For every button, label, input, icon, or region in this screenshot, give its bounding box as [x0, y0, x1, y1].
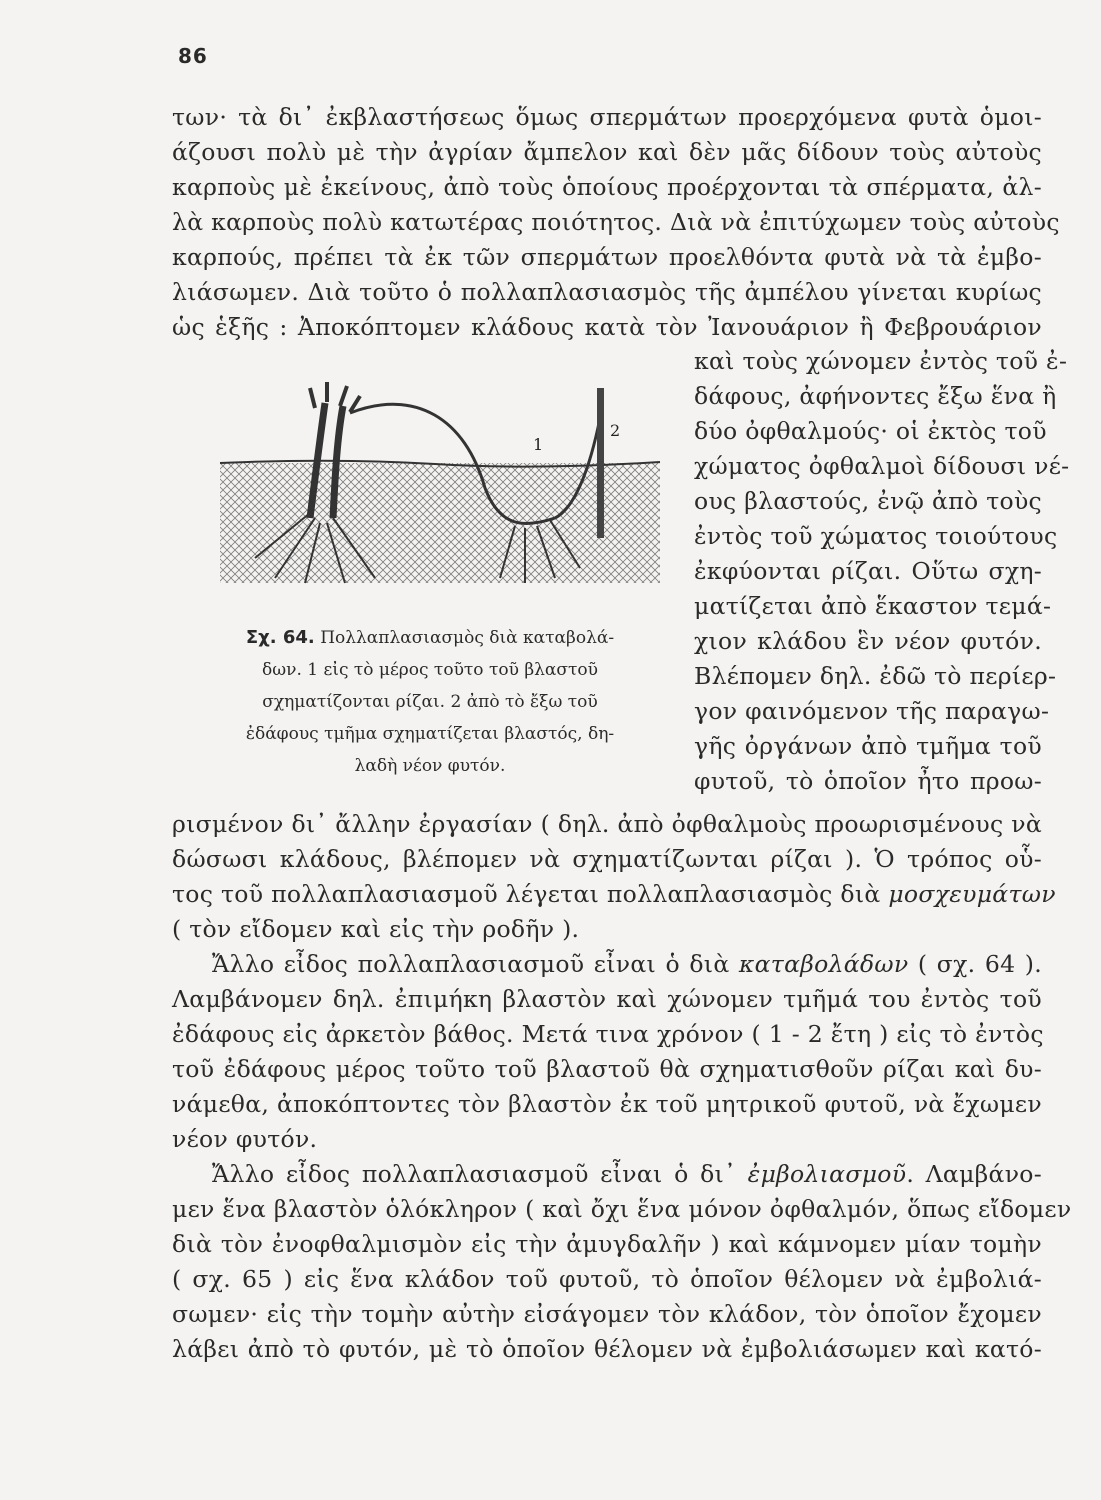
text-line-18 — [212, 1159, 1042, 1189]
text-line-4: λὰ καρποὺς πολὺ κατωτέρας ποιότητος. Διὰ νὰ ἐπιτύχωμεν τοὺς αὐτοὺς — [172, 208, 1060, 236]
text-line-21: ( σχ. 65 ) εἰς ἕνα κλάδον τοῦ φυτοῦ, τὸ ὁποῖον θέλομεν νὰ ἐμβολιά- — [172, 1265, 1042, 1293]
text-line-16: νάμεθα, ἀποκόπτοντες τὸν βλαστὸν ἐκ τοῦ μητρικοῦ φυτοῦ, νὰ ἔχωμεν — [172, 1090, 1042, 1118]
right-line-3: δύο ὀφθαλμούς· οἱ ἐκτὸς τοῦ — [694, 417, 1047, 445]
text-line-10 — [172, 879, 1056, 909]
soil-area — [220, 463, 660, 583]
right-line-4: χώματος ὀφθαλμοὶ δίδουσι νέ- — [694, 452, 1070, 480]
text-line-15: τοῦ ἐδάφους μέρος τοῦτο τοῦ βλαστοῦ θὰ σχηματισθοῦν ρίζαι καὶ δυ- — [172, 1055, 1042, 1083]
figure-caption-line-3: σχηματίζονται ρίζαι. 2 ἀπὸ τὸ ἔξω τοῦ — [262, 692, 598, 712]
text-line-13: Λαμβάνομεν δηλ. ἐπιμήκη βλαστὸν καὶ χώνομεν τμῆμά του ἐντὸς τοῦ — [172, 985, 1042, 1013]
right-line-9: χιον κλάδου ἓν νέον φυτόν. — [694, 627, 1042, 655]
right-line-11: γον φαινόμενον τῆς παραγω- — [694, 697, 1050, 725]
text-line-22: σωμεν· εἰς τὴν τομὴν αὐτὴν εἰσάγομεν τὸν κλάδον, τὸν ὁποῖον ἔχομεν — [172, 1300, 1042, 1328]
text-line-5: καρπούς, πρέπει τὰ ἐκ τῶν σπερμάτων προελθόντα φυτὰ νὰ τὰ ἐμβο- — [172, 243, 1042, 271]
text-line-17: νέον φυτόν. — [172, 1125, 318, 1153]
right-line-2: δάφους, ἀφήνοντες ἔξω ἕνα ἢ — [694, 382, 1057, 410]
text-line-12-text: Ἄλλο εἶδος πολλαπλασιασμοῦ εἶναι ὁ διὰ — [212, 950, 739, 978]
term-moschevmaton: μοσχευμάτων — [888, 880, 1056, 908]
figure-label-1: 1 — [533, 435, 544, 454]
text-line-23: λάβει ἀπὸ τὸ φυτόν, μὲ τὸ ὁποῖον θέλομεν νὰ ἐμβολιάσωμεν καὶ κατό- — [172, 1335, 1042, 1363]
text-line-6: λιάσωμεν. Διὰ τοῦτο ὁ πολλαπλασιασμὸς τῆς ἀμπέλου γίνεται κυρίως — [172, 278, 1042, 306]
right-line-13: φυτοῦ, τὸ ὁποῖον ἦτο προω- — [694, 767, 1042, 795]
figure-label-2: 2 — [610, 421, 621, 440]
figure-caption-text-1: Πολλαπλασιασμὸς διὰ καταβολά- — [320, 628, 615, 648]
figure-caption-label: Σχ. 64. — [245, 627, 315, 648]
right-line-6: ἐντὸς τοῦ χώματος τοιούτους — [694, 522, 1058, 550]
right-line-8: ματίζεται ἀπὸ ἕκαστον τεμά- — [694, 592, 1052, 620]
figure-caption-line-1 — [200, 626, 660, 650]
text-line-18-text: Ἄλλο εἶδος πολλαπλασιασμοῦ εἶναι ὁ δι᾽ — [212, 1160, 748, 1188]
right-line-12: γῆς ὀργάνων ἀπὸ τμῆμα τοῦ — [694, 732, 1042, 760]
text-line-12-end: ( σχ. 64 ). — [908, 950, 1042, 978]
text-line-9: δώσωσι κλάδους, βλέπομεν νὰ σχηματίζωνται ρίζαι ). Ὁ τρόπος οὗ- — [172, 845, 1042, 873]
term-emvoliasmou: ἐμβολιασμοῦ — [747, 1160, 907, 1188]
text-line-8: ρισμένον δι᾽ ἄλλην ἐργασίαν ( δηλ. ἀπὸ ὀφθαλμοὺς προωρισμένους νὰ — [172, 810, 1042, 838]
mother-vine-head — [310, 382, 360, 412]
right-line-1: καὶ τοὺς χώνομεν ἐντὸς τοῦ ἐ- — [694, 347, 1068, 375]
right-line-5: ους βλαστούς, ἐνῷ ἀπὸ τοὺς — [694, 487, 1042, 515]
text-line-18-end: . Λαμβάνο- — [906, 1160, 1042, 1188]
figure-caption-line-4: ἐδάφους τμῆμα σχηματίζεται βλαστός, δη- — [245, 724, 615, 744]
figure-caption-line-5: λαδὴ νέον φυτόν. — [354, 756, 506, 776]
text-line-7: ὡς ἑξῆς : Ἀποκόπτομεν κλάδους κατὰ τὸν Ἰανουάριον ἢ Φεβρουάριον — [172, 313, 1042, 341]
support-stake — [597, 388, 604, 538]
text-line-11: ( τὸν εἴδομεν καὶ εἰς τὴν ροδῆν ). — [172, 915, 580, 943]
term-katavoladon: καταβολάδων — [738, 950, 909, 978]
text-line-1: των· τὰ δι᾽ ἐκβλαστήσεως ὅμως σπερμάτων προερχόμενα φυτὰ ὁμοι- — [172, 103, 1042, 131]
text-line-19: μεν ἕνα βλαστὸν ὁλόκληρον ( καὶ ὄχι ἕνα μόνον ὀφθαλμόν, ὅπως εἴδομεν — [172, 1195, 1072, 1223]
layering-figure — [215, 378, 665, 593]
text-line-2: άζουσι πολὺ μὲ τὴν ἀγρίαν ἄμπελον καὶ δὲν μᾶς δίδουν τοὺς αὐτοὺς — [172, 138, 1042, 166]
page-number: 86 — [178, 44, 208, 68]
text-line-14: ἐδάφους εἰς ἀρκετὸν βάθος. Μετά τινα χρόνον ( 1 - 2 ἔτη ) εἰς τὸ ἐντὸς — [172, 1020, 1044, 1048]
text-line-12 — [212, 949, 1042, 979]
right-line-7: ἐκφύονται ρίζαι. Οὕτω σχη- — [694, 557, 1042, 585]
text-line-20: διὰ τὸν ἐνοφθαλμισμὸν εἰς τὴν ἀμυγδαλῆν ) καὶ κάμνομεν μίαν τομὴν — [172, 1230, 1042, 1258]
text-line-3: καρποὺς μὲ ἐκείνους, ἀπὸ τοὺς ὁποίους προέρχονται τὰ σπέρματα, ἀλ- — [172, 173, 1042, 201]
right-line-10: Βλέπομεν δηλ. ἐδῶ τὸ περίερ- — [694, 662, 1057, 690]
text-line-10-text: τος τοῦ πολλαπλασιασμοῦ λέγεται πολλαπλασιασμὸς διὰ — [172, 880, 889, 908]
figure-caption-line-2: δων. 1 εἰς τὸ μέρος τοῦτο τοῦ βλαστοῦ — [262, 660, 598, 680]
